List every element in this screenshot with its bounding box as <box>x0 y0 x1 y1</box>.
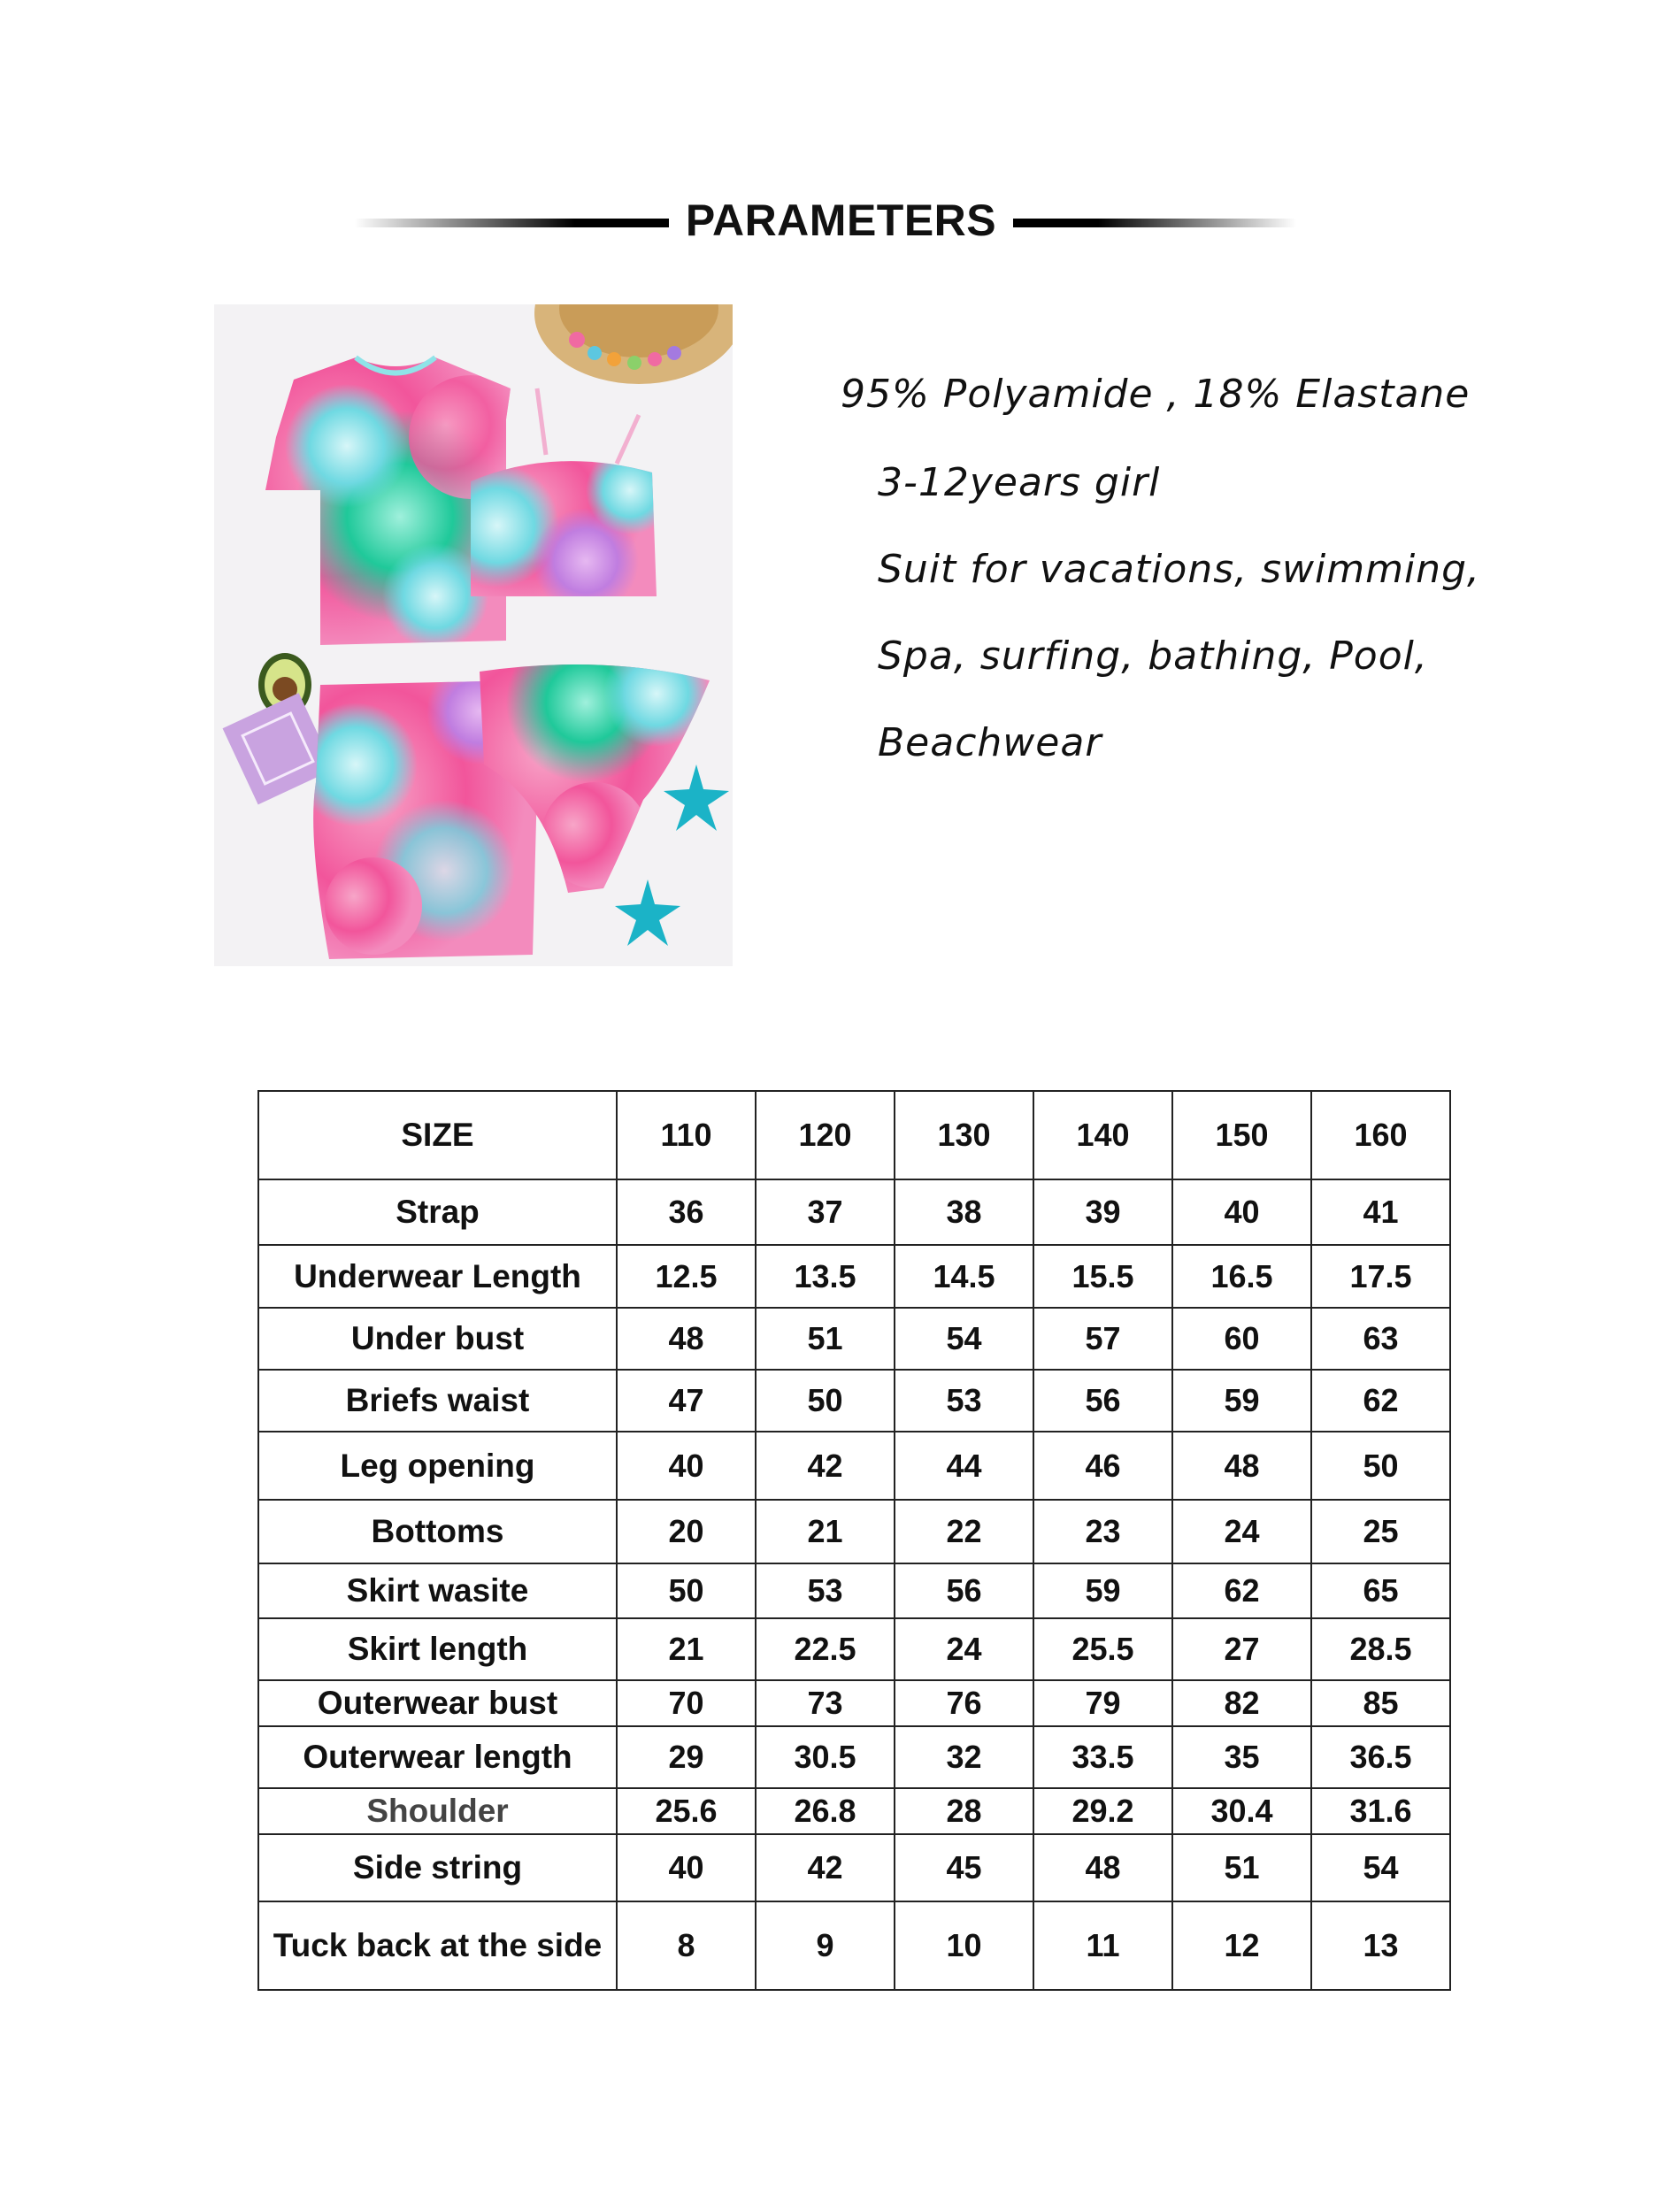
value-cell: 11 <box>1033 1901 1172 1990</box>
row-label: Underwear Length <box>258 1245 617 1308</box>
value-cell: 50 <box>1311 1432 1450 1500</box>
value-cell: 16.5 <box>1172 1245 1311 1308</box>
value-cell: 50 <box>617 1563 756 1618</box>
row-label: Strap <box>258 1179 617 1245</box>
value-cell: 25.6 <box>617 1788 756 1834</box>
table-row <box>258 1432 1450 1500</box>
header-rule-left <box>354 219 669 227</box>
value-cell: 32 <box>895 1726 1033 1788</box>
value-cell: 53 <box>895 1370 1033 1432</box>
value-cell: 50 <box>756 1370 895 1432</box>
value-cell: 51 <box>1172 1834 1311 1901</box>
value-cell: 70 <box>617 1680 756 1726</box>
value-cell: 31.6 <box>1311 1788 1450 1834</box>
value-cell: 53 <box>756 1563 895 1618</box>
value-cell: 59 <box>1033 1563 1172 1618</box>
value-cell: 27 <box>1172 1618 1311 1680</box>
value-cell: 29.2 <box>1033 1788 1172 1834</box>
value-cell: 40 <box>617 1834 756 1901</box>
value-cell: 13.5 <box>756 1245 895 1308</box>
value-cell: 25.5 <box>1033 1618 1172 1680</box>
row-label: Tuck back at the side <box>258 1901 617 1990</box>
value-cell: 57 <box>1033 1308 1172 1370</box>
value-cell: 29 <box>617 1726 756 1788</box>
feature-activities: Spa, surfing, bathing, Pool, <box>878 634 1428 679</box>
value-cell: 44 <box>895 1432 1033 1500</box>
size-cell: 120 <box>756 1091 895 1179</box>
size-header: SIZE <box>258 1091 617 1179</box>
value-cell: 60 <box>1172 1308 1311 1370</box>
value-cell: 9 <box>756 1901 895 1990</box>
value-cell: 39 <box>1033 1179 1172 1245</box>
product-image <box>214 304 733 966</box>
size-cell: 110 <box>617 1091 756 1179</box>
value-cell: 59 <box>1172 1370 1311 1432</box>
page-title: PARAMETERS <box>685 196 997 245</box>
value-cell: 21 <box>756 1500 895 1563</box>
value-cell: 17.5 <box>1311 1245 1450 1308</box>
value-cell: 37 <box>756 1179 895 1245</box>
row-label: Under bust <box>258 1308 617 1370</box>
value-cell: 47 <box>617 1370 756 1432</box>
table-row <box>258 1901 1450 1990</box>
value-cell: 12.5 <box>617 1245 756 1308</box>
table-row <box>258 1726 1450 1788</box>
size-cell: 160 <box>1311 1091 1450 1179</box>
value-cell: 15.5 <box>1033 1245 1172 1308</box>
value-cell: 76 <box>895 1680 1033 1726</box>
value-cell: 54 <box>1311 1834 1450 1901</box>
value-cell: 40 <box>617 1432 756 1500</box>
table-row <box>258 1308 1450 1370</box>
value-cell: 13 <box>1311 1901 1450 1990</box>
feature-material: 95% Polyamide , 18% Elastane <box>841 372 1471 417</box>
value-cell: 14.5 <box>895 1245 1033 1308</box>
value-cell: 40 <box>1172 1179 1311 1245</box>
row-label: Skirt wasite <box>258 1563 617 1618</box>
row-label: Outerwear bust <box>258 1680 617 1726</box>
value-cell: 38 <box>895 1179 1033 1245</box>
value-cell: 24 <box>1172 1500 1311 1563</box>
row-label: Briefs waist <box>258 1370 617 1432</box>
table-row <box>258 1245 1450 1308</box>
table-header-row <box>258 1091 1450 1179</box>
value-cell: 42 <box>756 1834 895 1901</box>
value-cell: 24 <box>895 1618 1033 1680</box>
table-row <box>258 1834 1450 1901</box>
value-cell: 54 <box>895 1308 1033 1370</box>
value-cell: 62 <box>1311 1370 1450 1432</box>
value-cell: 48 <box>1033 1834 1172 1901</box>
row-label: Leg opening <box>258 1432 617 1500</box>
value-cell: 33.5 <box>1033 1726 1172 1788</box>
size-cell: 140 <box>1033 1091 1172 1179</box>
value-cell: 41 <box>1311 1179 1450 1245</box>
value-cell: 62 <box>1172 1563 1311 1618</box>
value-cell: 28 <box>895 1788 1033 1834</box>
value-cell: 79 <box>1033 1680 1172 1726</box>
value-cell: 36 <box>617 1179 756 1245</box>
row-label: Outerwear length <box>258 1726 617 1788</box>
value-cell: 10 <box>895 1901 1033 1990</box>
table-row <box>258 1500 1450 1563</box>
size-cell: 150 <box>1172 1091 1311 1179</box>
value-cell: 30.4 <box>1172 1788 1311 1834</box>
table-row <box>258 1788 1450 1834</box>
row-label: Skirt length <box>258 1618 617 1680</box>
row-label: Shoulder <box>258 1788 617 1834</box>
table-row <box>258 1618 1450 1680</box>
value-cell: 8 <box>617 1901 756 1990</box>
value-cell: 42 <box>756 1432 895 1500</box>
value-cell: 28.5 <box>1311 1618 1450 1680</box>
value-cell: 22.5 <box>756 1618 895 1680</box>
value-cell: 25 <box>1311 1500 1450 1563</box>
header-rule-right <box>1013 219 1296 227</box>
table-row <box>258 1370 1450 1432</box>
value-cell: 22 <box>895 1500 1033 1563</box>
feature-suit-for: Suit for vacations, swimming, <box>878 547 1480 592</box>
value-cell: 20 <box>617 1500 756 1563</box>
value-cell: 48 <box>617 1308 756 1370</box>
straw-hat-icon <box>534 304 733 384</box>
table-row <box>258 1179 1450 1245</box>
value-cell: 56 <box>1033 1370 1172 1432</box>
feature-beachwear: Beachwear <box>878 720 1102 765</box>
row-label: Bottoms <box>258 1500 617 1563</box>
value-cell: 12 <box>1172 1901 1311 1990</box>
size-table <box>257 1090 1451 1991</box>
value-cell: 26.8 <box>756 1788 895 1834</box>
value-cell: 48 <box>1172 1432 1311 1500</box>
value-cell: 30.5 <box>756 1726 895 1788</box>
value-cell: 65 <box>1311 1563 1450 1618</box>
header <box>0 181 1659 261</box>
value-cell: 23 <box>1033 1500 1172 1563</box>
value-cell: 63 <box>1311 1308 1450 1370</box>
value-cell: 35 <box>1172 1726 1311 1788</box>
value-cell: 51 <box>756 1308 895 1370</box>
value-cell: 56 <box>895 1563 1033 1618</box>
feature-age: 3-12years girl <box>878 460 1161 505</box>
table-row <box>258 1563 1450 1618</box>
value-cell: 45 <box>895 1834 1033 1901</box>
value-cell: 73 <box>756 1680 895 1726</box>
table-row <box>258 1680 1450 1726</box>
value-cell: 46 <box>1033 1432 1172 1500</box>
size-cell: 130 <box>895 1091 1033 1179</box>
value-cell: 82 <box>1172 1680 1311 1726</box>
row-label: Side string <box>258 1834 617 1901</box>
value-cell: 85 <box>1311 1680 1450 1726</box>
value-cell: 36.5 <box>1311 1726 1450 1788</box>
value-cell: 21 <box>617 1618 756 1680</box>
